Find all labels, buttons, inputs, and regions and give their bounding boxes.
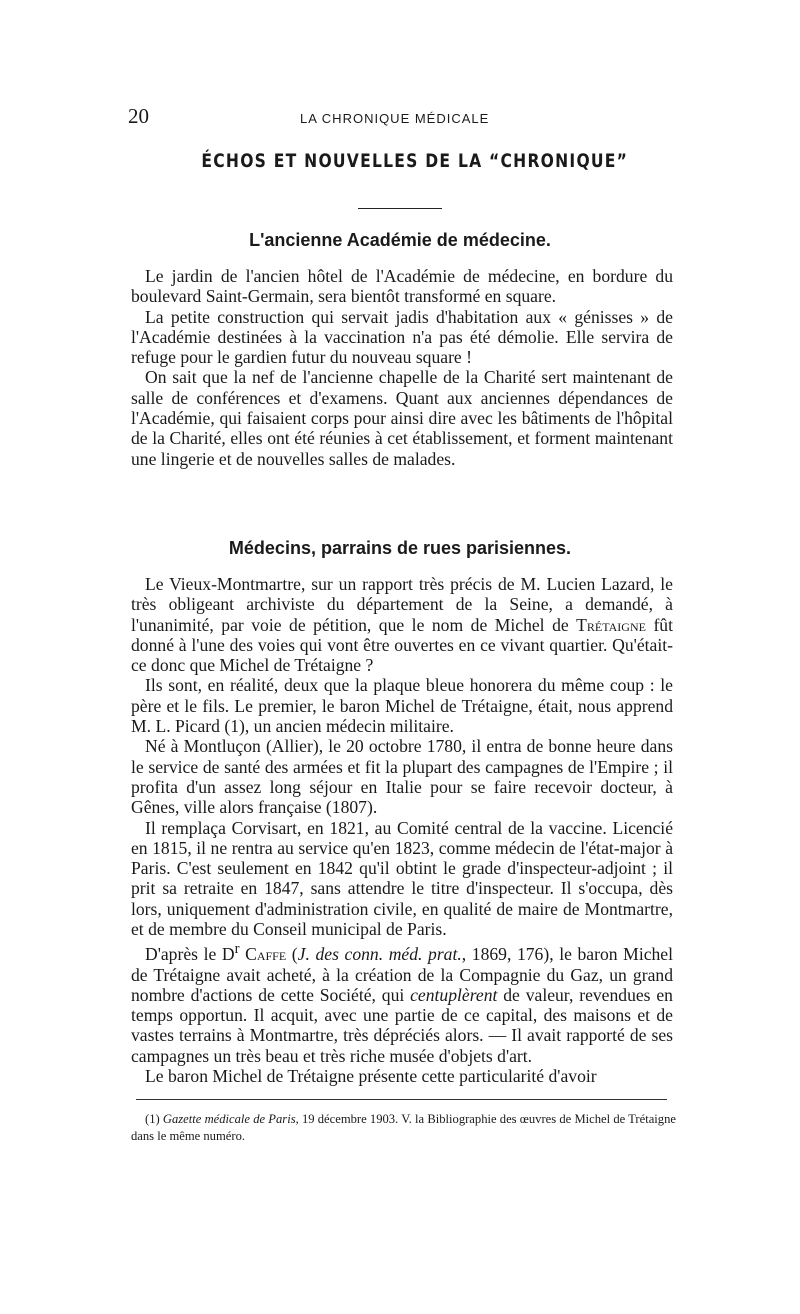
paragraph: Le baron Michel de Trétaigne présente cette particularité d'avoir bbox=[145, 1065, 597, 1086]
section-body-academie bbox=[131, 266, 673, 469]
section-body-medecins bbox=[131, 574, 673, 1086]
paragraph: D'après le $D^r$ Caffe (J. des conn. méd. prat., 1869, 176), le baron Michel de Trétaigne avait acheté, à la création de la Compagnie du Gaz, un grand nombre d'actions de cette Société, qui centuplèrent de valeur, revendues en temps opportun. Il acquit, avec une partie de ce capital, des maisons et de vastes terrains à Montmartre, très dépréciés alors. — Il avait rapporté de ses campagnes un très beau et très riche musée d'objets d'art. bbox=[131, 941, 674, 1066]
reference-title: J. des conn. méd. prat. bbox=[297, 944, 462, 965]
paragraph: Il remplaça Corvisart, en 1821, au Comité central de la vaccine. Licencié en 1815, il ne rentra au service qu'en 1823, comme médecin de l'état-major à Paris. C'est seulement en 1842 qu'il obtint le grade d'inspecteur-adjoint ; il prit sa retraite en 1847, sans attendre le titre d'inspecteur. Il s'occupa, dès lors, uniquement d'administration civile, en qualité de maire de Montmartre, et de membre du Conseil municipal de Paris. bbox=[131, 817, 673, 940]
footnote: (1) Gazette médicale de Paris, 19 décembre 1903. V. la Bibliographie des œuvres de Michel de Trétaigne dans le même numéro. bbox=[131, 1112, 676, 1143]
emphasis: centuplèrent bbox=[410, 984, 498, 1005]
section-heading-academie: L'ancienne Académie de médecine. bbox=[249, 230, 551, 250]
paragraph: Le jardin de l'ancien hôtel de l'Académie de médecine, en bordure du boulevard Saint-Germain, sera bientôt transformé en square. bbox=[131, 266, 673, 307]
person-name: Trétaigne bbox=[576, 614, 646, 635]
page-number: 20 bbox=[128, 104, 149, 128]
running-head: LA CHRONIQUE MÉDICALE bbox=[300, 111, 490, 126]
page-title: ÉCHOS ET NOUVELLES DE LA “CHRONIQUE” bbox=[201, 150, 629, 172]
paragraph: On sait que la nef de l'ancienne chapelle de la Charité sert maintenant de salle de conférences et d'examens. Quant aux anciennes dépendances de l'Académie, qui faisaient corps pour ainsi dire avec les bâtiments de l'hôpital de la Charité, elles ont été réunies à cet établissement, et forment maintenant une lingerie et de nouvelles salles de malades. bbox=[131, 367, 673, 469]
paragraph: Né à Montluçon (Allier), le 20 octobre 1780, il entra de bonne heure dans le service de santé des armées et fit la plupart des campagnes de l'Empire ; il profita d'un assez long séjour en Italie pour se faire recevoir docteur, à Gênes, ville alors française (1807). bbox=[131, 736, 673, 818]
title-rule bbox=[358, 208, 442, 209]
paragraph: La petite construction qui servait jadis d'habitation aux « génisses » de l'Académie destinées à la vaccination n'a pas été démolie. Elle servira de refuge pour le gardien futur du nouveau square ! bbox=[131, 306, 673, 368]
footnote-source: Gazette médicale de Paris bbox=[162, 1112, 296, 1126]
section-heading-medecins: Médecins, parrains de rues parisiennes. bbox=[228, 538, 572, 558]
paragraph: Le Vieux-Montmartre, sur un rapport très précis de M. Lucien Lazard, le très obligeant archiviste du département de la Seine, a demandé, à l'unanimité, par voie de pétition, que le nom de Michel de Trétaigne fût donné à l'une des voies qui vont être ouvertes en ce vivant quartier. Qu'était-ce donc que Michel de Trétaigne ? bbox=[131, 574, 673, 676]
paragraph: Ils sont, en réalité, deux que la plaque bleue honorera du même coup : le père et le fils. Le premier, le baron Michel de Trétaigne, était, nous apprend M. L. Picard (1), un ancien médecin militaire. bbox=[131, 675, 673, 737]
person-name: Caffe bbox=[245, 944, 287, 965]
footnote-rule bbox=[136, 1099, 667, 1100]
